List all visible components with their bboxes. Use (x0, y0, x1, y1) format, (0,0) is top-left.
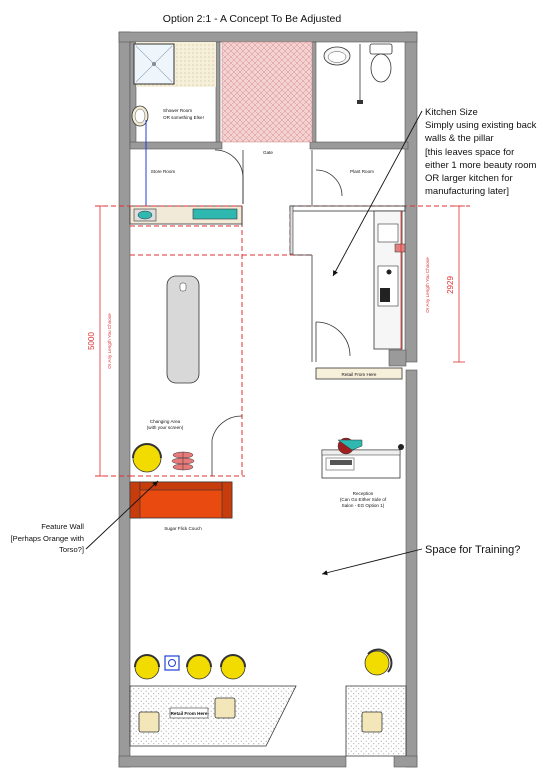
treatment-bed (167, 276, 199, 383)
front-wall-right (394, 756, 417, 767)
store-room-door (215, 150, 243, 204)
upper-wall-right (310, 142, 408, 149)
gate-label: Gate (263, 150, 273, 155)
couch-label: Sugar Flick Couch (164, 526, 202, 531)
plant-room-door (316, 170, 342, 196)
svg-text:OR larger kitchen for: OR larger kitchen for (425, 173, 513, 184)
chair-changing (133, 444, 161, 472)
right-wall-lower (406, 370, 417, 767)
svg-text:walls & the pillar: walls & the pillar (425, 133, 494, 144)
dimension-left-value: 5000 (87, 332, 96, 350)
reception-label-3: Salon - EG Option 1) (341, 503, 385, 508)
reception-label: Reception (352, 491, 374, 496)
back-counter (130, 206, 242, 224)
wc-post (357, 100, 363, 104)
kitchen-annotation (333, 107, 537, 276)
dimension-right-note: Or Any Length You Choose (425, 257, 430, 313)
left-wall (119, 32, 130, 767)
svg-text:Torso?]: Torso?] (59, 545, 84, 554)
top-wall (119, 32, 417, 42)
reception-label-2: (Can Go Either Side of (339, 497, 387, 502)
shower-tray (134, 44, 174, 84)
wc-sink (324, 47, 350, 65)
shower-room-label-2: OR something Else! (163, 115, 204, 120)
plant-room-label: Plant Room (349, 169, 375, 174)
tiled-floor (222, 42, 312, 142)
front-wall-left (119, 756, 346, 767)
retail-upper-label: Retail From Here (341, 372, 377, 377)
dimension-left (95, 206, 106, 476)
wc-divider (312, 42, 316, 146)
shower-room-label: Shower Room (163, 108, 193, 113)
svg-text:manufacturing later]: manufacturing later] (425, 186, 509, 197)
toilet (370, 44, 392, 82)
reception-desk (322, 438, 404, 478)
changing-area-label: Changing Area (149, 419, 181, 424)
pillar (389, 350, 406, 366)
changing-area-label-2: (with your screen) (146, 425, 184, 430)
svg-text:Kitchen Size: Kitchen Size (425, 107, 478, 118)
svg-text:[this leaves space for: [this leaves space for (425, 147, 515, 158)
svg-text:[Perhaps Orange with: [Perhaps Orange with (10, 534, 84, 543)
dimension-right-value: 2929 (446, 276, 455, 294)
right-wall-upper (405, 32, 417, 362)
training-annotation (322, 544, 520, 574)
upper-wall-left (130, 142, 222, 149)
retail-lower-label: Retail From Here (170, 711, 208, 716)
svg-text:either 1 more beauty room: either 1 more beauty room (425, 160, 537, 171)
changing-door (212, 416, 242, 440)
plan-title: Option 2:1 - A Concept To Be Adjusted (162, 13, 342, 25)
torso-figure (172, 452, 194, 470)
wheelchair-sign (165, 656, 179, 670)
svg-text:Feature Wall: Feature Wall (41, 522, 84, 531)
svg-text:Simply using existing back: Simply using existing back (425, 120, 537, 131)
sugar-flick-couch (130, 482, 232, 518)
svg-text:Space for Training?: Space for Training? (425, 544, 521, 556)
kitchen-area (290, 206, 405, 362)
dimension-left-note: Or Any Length You Choose (107, 313, 112, 369)
shower-divider (216, 42, 220, 146)
store-room-label: Store Room (150, 169, 176, 174)
